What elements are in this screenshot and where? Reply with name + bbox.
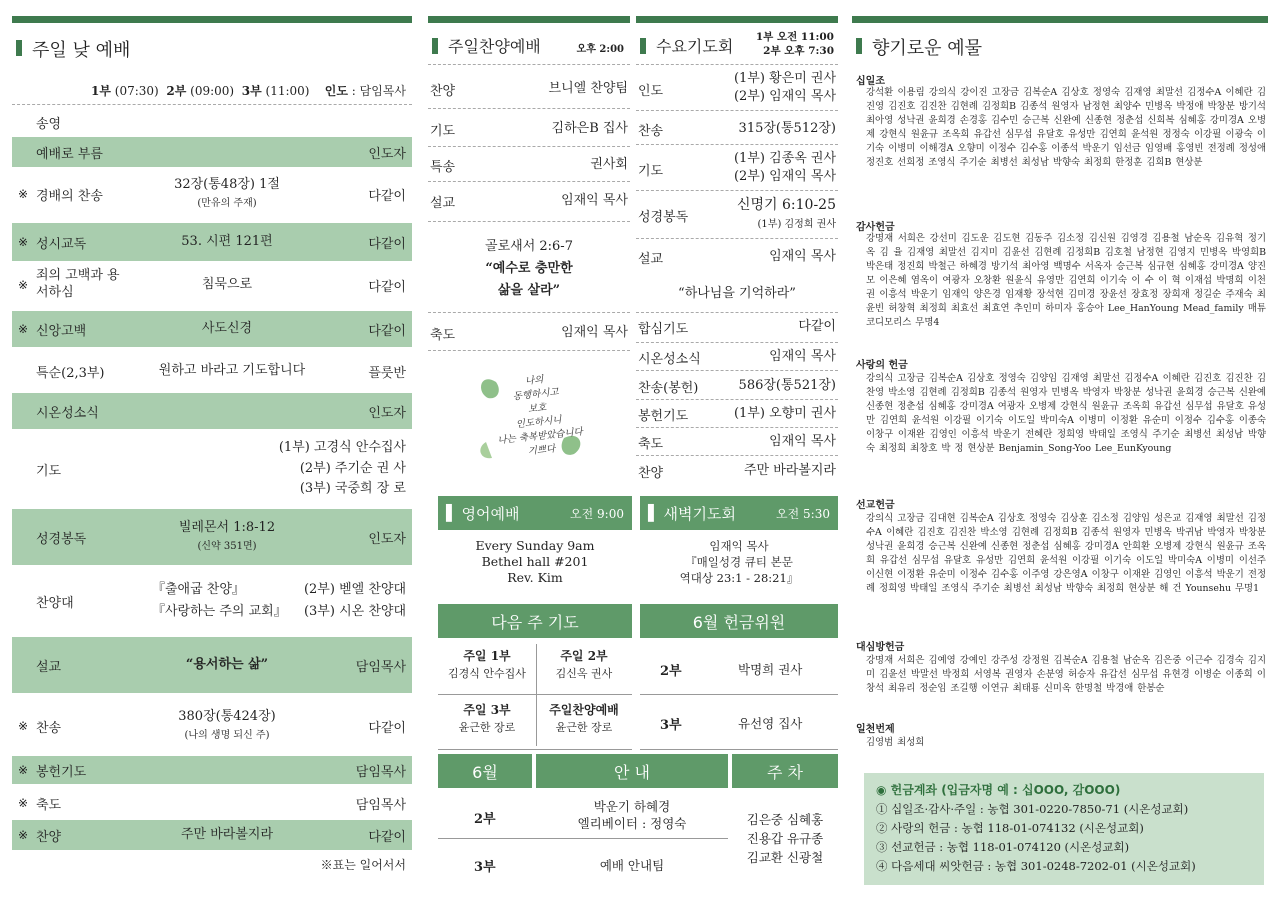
next-prayer-grid <box>438 640 632 750</box>
row-confession: ※ 죄의 고백과 용서하심 침묵으로 다같이 <box>18 268 406 300</box>
guide-table: 2부 박운기 하혜경 엘리베이터 : 정영숙 3부 예배 안내팀 김은중 심혜홍 진용갑 유규종 김교환 신광철 <box>438 790 838 890</box>
sermon-title: “하나님을 기억하라” <box>678 286 796 301</box>
row-sermon: 설교 “용서하는 삶” 담임목사 <box>12 637 412 693</box>
dawn-prayer-header: ▌ 새벽기도회 오전 5:30 <box>640 496 838 530</box>
account-line: ③ 선교헌금 : 농협 118-01-074120 (시온성교회) <box>876 840 1130 854</box>
row-scripture: 성경봉독 신명기 6:10-25 (1부) 김정희 권사 <box>638 197 836 230</box>
next-prayer-cell: 주일 2부 김신옥 권사 <box>555 649 613 680</box>
service-times: 1부 (07:30) 2부 (09:00) 3부 (11:00) 인도 : 담임목사 <box>91 84 406 98</box>
next-prayer-cell: 주일찬양예배 윤근한 장로 <box>549 703 619 734</box>
dawn-prayer-info: 임재익 목사 『매일성경 큐티 본문 역대상 23:1 - 28:21』 <box>679 539 799 585</box>
row-doxology: 송영 <box>36 116 62 132</box>
section-title: 주일찬양예배 <box>428 34 541 57</box>
section-title: 주일 낮 예배 <box>12 36 130 62</box>
row-special: 특순(2,3부) 원하고 바라고 기도합니다 플룻반 <box>36 363 406 381</box>
next-prayer-cell: 주일 3부 윤근한 장로 <box>458 703 516 734</box>
guide-header: 안 내 <box>536 754 728 788</box>
group-heading: 십일조 <box>856 76 885 87</box>
next-prayer-header: 다음 주 기도 <box>438 604 632 638</box>
row-creed: ※ 신앙고백 사도신경 다같이 <box>12 311 412 347</box>
english-service-info: Every Sunday 9am Bethel hall #201 Rev. Kim <box>475 538 595 585</box>
row-call-to-worship: 예배로 부름 인도자 <box>12 137 412 167</box>
row-praise: ※ 찬양 주만 바라볼지라 다같이 <box>12 820 412 850</box>
group-heading: 선교헌금 <box>856 500 895 511</box>
group-heading: 사랑의 헌금 <box>856 360 908 371</box>
account-line: ① 십일조·감사·주일 : 농협 301-0220-7850-71 (시온성교회) <box>876 802 1189 816</box>
row-prayer: 기도 (1부) 김종옥 권사 (2부) 임재익 목사 <box>638 151 836 184</box>
group-names: 강의식 고장금 김복순A 김상호 정영숙 김양임 김재영 최말선 김정수A 이혜란 김진호 김진찬 김찬영 박소영 김현례 김정희B 김종석 원영자 민병옥 박영자 박창분 성낙권 윤희경 승근복 신완예 신종현 정춘섭 심혜홍 강미경A 여광자 오병제 강현식 원윤규 조옥희 유갑선 심무섭 유달호 유성만 김연희 윤석원 이강필 이기숙 이도일 박미숙A 이병미 이정환 유순미 이정수 김수홍 이종숙 이창구 이재완 김영인 이흥석 박운기 전혜란 정희영 박태일 조영식 주기순 최병선 최성남 박향숙 최정희 최창호 박 정 현상분 Benjamin_Song-Yoo Lee_EunKyoung <box>866 373 1266 454</box>
account-line: ④ 다음세대 씨앗헌금 : 농협 301-0248-7202-01 (시온성교회) <box>876 859 1196 873</box>
wednesday-service-column: 수요기도회 1부 오전 11:00 2부 오후 7:30 인도 (1부) 황은미 권사 (2부) 임재익 목사 찬송 315장(통512장) 기도 (1부) 김종옥 권사 (2부) 임재익 목사 성경봉독 신명기 6:10-25 (1부) 김정희 권사 설교 임재익 목사 “하나님을 기억하라” 합심기도 다같이 시온성소식 임재익 목사 찬송(봉헌) 586장(통521장) 봉헌기도 (1부) 오향미 권사 축도 임재익 목사 찬양 주만 바라볼지라 <box>636 0 838 905</box>
group-names: 강명재 서희은 강선미 김도운 김도현 김동주 김소정 김신원 김영경 김용철 남순옥 김유혁 정기옥 김 율 김재영 최말선 김지미 김윤선 김현례 김정희B 김호철 남정현 김영지 민병옥 박영희B 박은태 정진희 박철근 하혜경 방기석 최아영 백명수 서옥자 승근복 심규현 심혜홍 강미경A 양진모 이은혜 염옥이 여광자 오창환 원윤식 유영만 김연희 이기숙 이 수 이 혁 이재섭 박명희 이천권 이흥석 박운기 임재익 양은경 임재황 장석현 김미경 장윤선 장효정 장희재 정길순 주재숙 최윤빈 허창혁 최정희 최효선 최효연 추인미 하미자 홍승아 Lee_HanYoung Mead_family 매튜코디모리스 무명4 <box>866 233 1266 328</box>
row-choir: 찬양대 『출애굽 찬양』 『사랑하는 주의 교회』 (2부) 벧엘 찬양대 (3부) 시온 찬양대 <box>36 581 406 619</box>
offering-committee-list: 2부 박명희 권사 3부 유선영 집사 <box>640 640 838 750</box>
top-rule <box>12 16 412 23</box>
group-heading: 감사헌금 <box>856 222 895 233</box>
guide-month-header: 6월 <box>438 754 532 788</box>
group-names: 강석환 이용림 강의식 강이진 고장금 김복순A 김상호 정영숙 김재영 최말선 김정수A 이혜란 김진영 김진호 김진찬 김현례 김정희B 김종석 원영자 남정현 최양수 민병옥 박정애 박창분 방기석 최아영 성낙권 윤희경 손경홍 김수민 승근복 신완예 신종현 정춘섭 신희복 심혜홍 강미경A 오병제 강현식 원윤규 조옥희 유갑선 심무섭 유달호 유성만 김연희 윤석원 정정숙 이강필 이광숙 이기숙 이병미 이해경A 오향미 이정수 김수홍 이종석 박운기 임선금 임영배 홍영빈 전정례 정성애 정진호 선희정 조영식 주기순 최병선 최성남 박향숙 최정희 한정훈 김희B 현상분 <box>866 87 1266 168</box>
group-names: 강명재 서희은 김예영 강예인 강주성 강정원 김복순A 김용철 남순옥 김은중 이근수 김경숙 김지미 김윤선 박말선 박정희 서영복 권영자 손분영 허승자 유갑선 심무섭 유현경 이병순 이종희 이창석 최유리 정순임 조길행 이연규 최태룡 신미옥 한명철 박경애 한봉순 <box>866 655 1266 694</box>
row-offering-prayer: ※ 봉헌기도 담임목사 <box>12 756 412 784</box>
row-hymn: ※ 경배의 찬송 32장(통48장) 1절 (만유의 주재) 다같이 <box>18 177 406 209</box>
service-time: 오후 2:00 <box>576 44 624 55</box>
row-benediction: ※ 축도 담임목사 <box>18 796 406 813</box>
section-title: 향기로운 예물 <box>852 34 982 60</box>
service-times: 1부 오전 11:00 2부 오후 7:30 <box>755 31 834 57</box>
sermon-block: 골로새서 2:6-7 “예수로 충만한 삶을 살라” <box>485 239 573 298</box>
section-title: 수요기도회 <box>636 34 733 57</box>
row-lead: 인도 (1부) 황은미 권사 (2부) 임재익 목사 <box>638 71 836 104</box>
english-service-header: ▌ 영어예배 오전 9:00 <box>438 496 632 530</box>
parking-list: 김은중 심혜홍 진용갑 유규종 김교환 신광철 <box>746 812 824 865</box>
offering-committee-header: 6월 헌금위원 <box>640 604 838 638</box>
account-line: ② 사랑의 헌금 : 농협 118-01-074132 (시온성교회) <box>876 821 1144 835</box>
top-rule <box>428 16 630 23</box>
next-prayer-cell: 주일 1부 김경식 안수집사 <box>448 649 526 680</box>
offerings-column <box>852 0 1268 905</box>
standing-note: ※표는 일어서서 <box>320 858 406 872</box>
row-news: 시온성소식 인도자 <box>12 393 412 429</box>
parking-header: 주 차 <box>732 754 838 788</box>
group-names: 강의식 고장금 김대현 김복순A 김상호 정영숙 김상훈 김소정 김양임 성은교 김재영 최말선 김정수A 이혜란 김진호 김진찬 박소영 김현례 김정희B 김종석 원영자 민병옥 박귀남 박영자 박창분 성낙권 윤희경 승근복 신완예 신종현 정춘섭 심혜홍 강미경A 안희환 오병제 강현식 원윤규 조옥희 유갑선 심무섭 유달호 유성만 김연희 윤석원 이강필 이기숙 이도일 박미숙A 이병미 이선주 이신현 이정환 유순미 이정수 김수홍 이주영 강은영A 이창구 이재완 김영인 이흥석 박운기 전정례 정희영 박태일 조영식 주기순 최병선 최성남 박향숙 최정희 현상분 해 건 Younsehu 무명1 <box>866 513 1266 594</box>
row-prayer: 기도 (1부) 고경식 안수집사 (2부) 주기순 권 사 (3부) 국중희 장 로 <box>36 439 406 497</box>
row-scripture: 성경봉독 빌레몬서 1:8-12 (신약 351면) 인도자 <box>12 509 412 565</box>
top-rule <box>852 16 1268 23</box>
afternoon-service-column: 주일찬양예배 오후 2:00 찬양 브니엘 찬양팀 기도 김하은B 집사 특송 권사회 설교 임재익 목사 골로새서 2:6-7 “예수로 충만한 삶을 살라” 축도 임재익 목사 나의 동행하시고 보호 인도하시니 나는 축복받았습니다 기쁘다 <box>428 0 630 905</box>
row-closing-hymn: ※ 찬송 380장(통424장) (나의 생명 되신 주) 다같이 <box>18 709 406 741</box>
offering-accounts-box <box>864 773 1264 885</box>
accounts-title: ◉ 헌금계좌 (입금자명 예 : 십OOO, 감OOO) <box>876 783 1121 797</box>
top-rule <box>636 16 838 23</box>
calligraphy-art: 나의 동행하시고 보호 인도하시니 나는 축복받았습니다 기쁘다 <box>468 362 598 472</box>
group-names: 김영범 최성희 <box>866 737 925 748</box>
sunday-service-column <box>12 0 412 905</box>
group-heading: 대심방헌금 <box>856 642 905 653</box>
row-responsive-reading: ※ 성시교독 53. 시편 121편 다같이 <box>12 223 412 261</box>
group-heading: 일천번제 <box>856 724 895 735</box>
